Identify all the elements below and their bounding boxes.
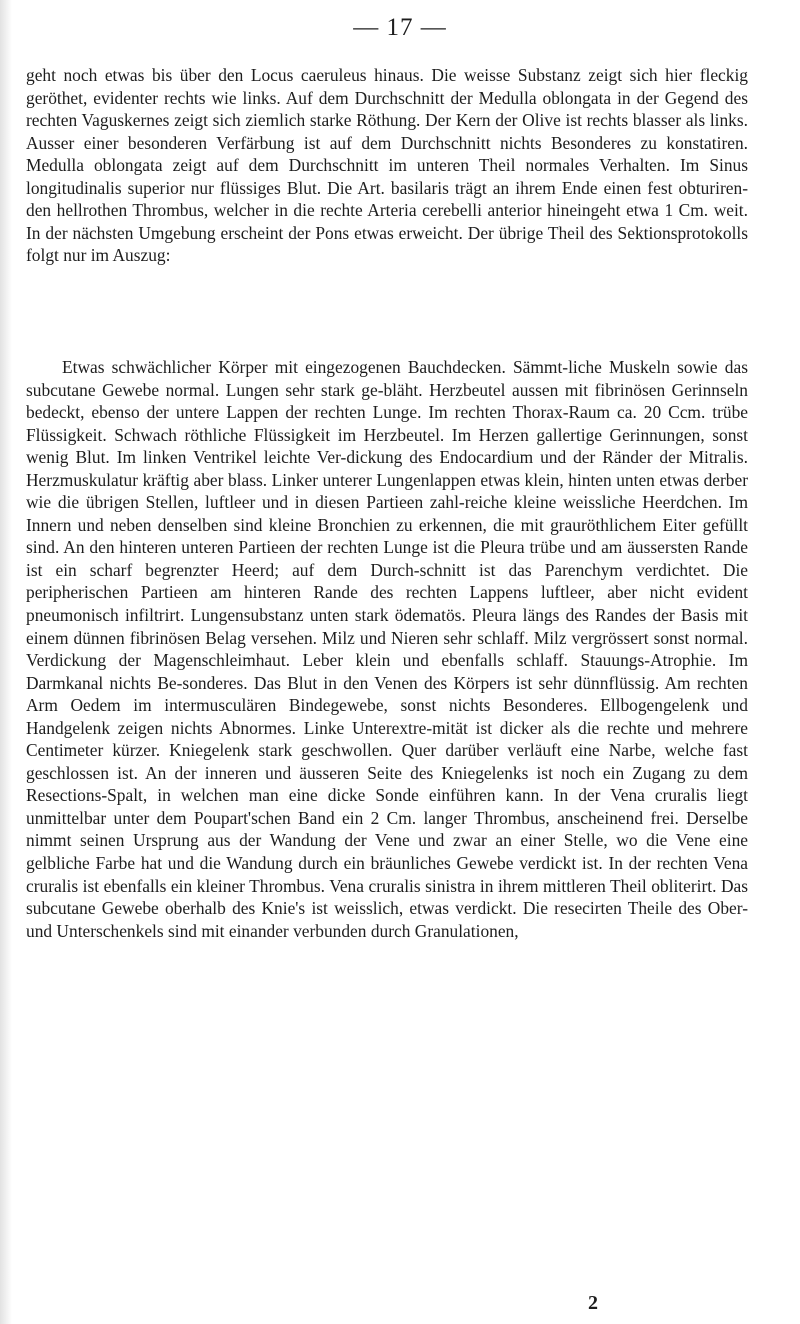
signature-mark: 2: [588, 1292, 598, 1314]
page-edge-shadow: [0, 0, 12, 1324]
paragraph-2-block: [26, 356, 748, 942]
paragraph-1-block: [26, 64, 748, 267]
paragraph-2: Etwas schwächlicher Körper mit eingezogenen Bauchdecken. Sämmt-liche Muskeln sowie das subcutane Gewebe normal. Lungen sehr stark ge-bläht. Herzbeutel aussen mit fibrinösen Gerinnseln bedeckt, ebenso der untere Lappen der rechten Lunge. Im rechten Thorax-Raum ca. 20 Ccm. trübe Flüssigkeit. Schwach röthliche Flüssigkeit im Herzbeutel. Im Herzen gallertige Gerinnungen, sonst wenig Blut. Im linken Ventrikel leichte Ver-dickung des Endocardium und der Ränder der Mitralis. Herzmuskulatur kräftig aber blass. Linker unterer Lungenlappen etwas klein, hinten unten etwas derber wie die übrigen Stellen, luftleer und in diesen Partieen zahl-reiche kleine weissliche Heerdchen. Im Innern und neben denselben sind kleine Bronchien zu erkennen, die mit grauröthlichem Eiter gefüllt sind. An den hinteren unteren Partieen der rechten Lunge ist die Pleura trübe und am äussersten Rande ist ein scharf begrenzter Heerd; auf dem Durch-schnitt ist das Parenchym verdichtet. Die peripherischen Partieen am hinteren Rande des rechten Lappens luftleer, aber nicht evident pneumonisch infiltrirt. Lungensubstanz unten stark ödematös. Pleura längs des Randes der Basis mit einem dünnen fibrinösen Belag versehen. Milz und Nieren sehr schlaff. Milz vergrössert sonst normal. Verdickung der Magenschleimhaut. Leber klein und ebenfalls schlaff. Stauungs-Atrophie. Im Darmkanal nichts Be-sonderes. Das Blut in den Venen des Körpers ist sehr dünnflüssig. Am rechten Arm Oedem im intermusculären Bindegewebe, sonst nichts Besonderes. Ellbogengelenk und Handgelenk zeigen nichts Abnormes. Linke Unterextre-mität ist dicker als die rechte und mehrere Centimeter kürzer. Kniegelenk stark geschwollen. Quer darüber verläuft eine Narbe, welche fast geschlossen ist. An der inneren und äusseren Seite des Kniegelenks ist noch ein Zugang zu dem Resections-Spalt, in welchen man eine dicke Sonde einführen kann. In der Vena cruralis liegt unmittelbar unter dem Poupart'schen Band ein 2 Cm. langer Thrombus, anscheinend frei. Derselbe nimmt seinen Ursprung aus der Wandung der Vene und zwar an einer Stelle, wo die Vene eine gelbliche Farbe hat und die Wandung durch ein bräunliches Gewebe verdickt ist. In der rechten Vena cruralis ist ebenfalls ein kleiner Thrombus. Vena cruralis sinistra in ihrem mittleren Theil obliterirt. Das subcutane Gewebe oberhalb des Knie's ist weisslich, etwas verdickt. Die resecirten Theile des Ober- und Unterschenkels sind mit einander verbunden durch Granulationen,: [26, 357, 748, 941]
page-number-header: — 17 —: [353, 14, 447, 41]
paragraph-1: geht noch etwas bis über den Locus caeruleus hinaus. Die weisse Substanz zeigt sich hier fleckig geröthet, evidenter rechts wie links. Auf dem Durchschnitt der Medulla oblongata in der Gegend des rechten Vaguskernes zeigt sich ziemlich starke Röthung. Der Kern der Olive ist rechts blasser als links. Ausser einer besonderen Verfärbung ist auf dem Durchschnitt nichts Besonderes zu konstatiren. Medulla oblongata zeigt auf dem Durchschnitt im unteren Theil normales Verhalten. Im Sinus longitudinalis superior nur flüssiges Blut. Die Art. basilaris trägt an ihrem Ende einen fest obturiren-den hellrothen Thrombus, welcher in die rechte Arteria cerebelli anterior hineingeht etwa 1 Cm. weit. In der nächsten Umgebung erscheint der Pons etwas erweicht. Der übrige Theil des Sektionsprotokolls folgt nur im Auszug:: [26, 65, 748, 266]
